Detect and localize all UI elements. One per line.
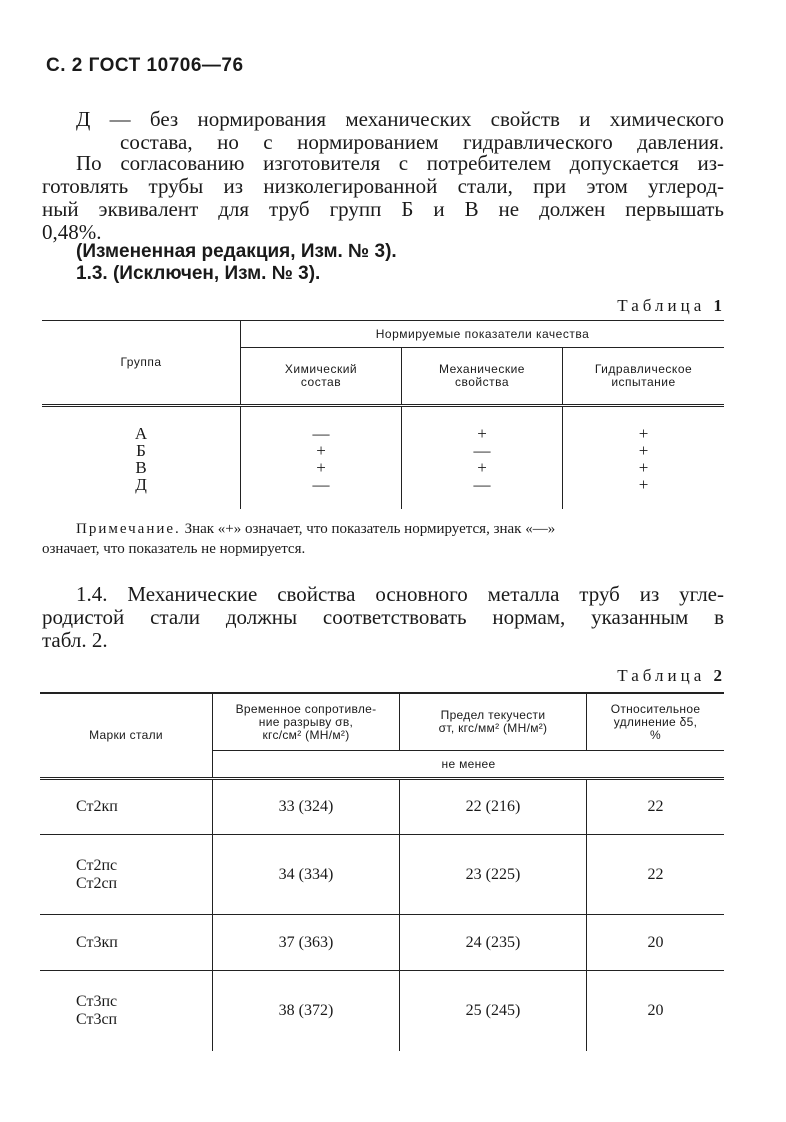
p14-line2: родистой стали должны соответствовать нормам, указанным в [42,605,724,629]
col-header-mech [402,348,563,406]
table2-caption-number: 2 [713,666,722,685]
item-1-3-text: 1.3. (Исключен, Изм. № 3). [76,263,321,284]
steel-cell [40,779,213,835]
col-header-quality: Нормируемые показатели качества [241,321,725,348]
chem-cell: + [241,459,402,476]
col-header-tensile [213,693,400,751]
item-d [76,108,724,154]
group-cell: В [135,458,147,477]
table-row [42,406,724,443]
steel-name: Ст3сп [76,1010,118,1028]
chem-cell: + [241,442,402,459]
table1-caption-word: Таблица [617,296,706,315]
steel-name: Ст3пс [76,992,118,1010]
item-1-3 [76,262,320,285]
table-row [40,779,724,835]
yield-cell: 24 (235) [400,915,587,971]
note-label: Примечание. [76,521,181,537]
table-row [40,915,724,971]
table-row [42,442,724,459]
yield-cell: 25 (245) [400,971,587,1051]
elong-cell: 20 [587,971,725,1051]
subheader-min: не менее [213,751,725,779]
elong-cell: 22 [587,779,725,835]
steel-name: Ст2кп [76,798,118,815]
elong-cell: 22 [587,835,725,915]
p14-line1: 1.4. Механические свойства основного металла труб из угле- [76,582,724,606]
yield-cell: 23 (225) [400,835,587,915]
col-header-hydro [563,348,725,406]
col-header-elong-1: Относительное [610,701,701,716]
tensile-cell: 33 (324) [213,779,400,835]
p1-line4: 0,48%. [42,220,102,244]
col-header-chem-1: Химический [284,362,358,376]
tensile-cell: 34 (334) [213,835,400,915]
table-row [42,476,724,509]
table1-caption-number: 1 [713,296,722,315]
note-line2: означает, что показатель не нормируется. [42,541,306,557]
col-header-hydro-2: испытание [611,375,676,389]
steel-cell [40,971,213,1051]
group-cell: Б [136,441,146,460]
mech-cell: — [402,476,563,509]
table1-note [42,519,724,559]
hydro-cell: + [563,442,725,459]
table1-caption [617,296,722,316]
steel-name: Ст2сп [76,874,118,892]
col-header-steel: Марки стали [40,693,213,779]
col-header-yield [400,693,587,751]
col-header-elong-3: % [650,727,661,742]
p1-line1: По согласованию изготовителя с потребителем допускается из- [76,151,724,175]
table-row [40,835,724,915]
item-d-line2: состава, но с нормированием гидравлического давления. [120,130,724,154]
col-header-elong-2: удлинение δ5, [613,714,698,729]
steel-name: Ст3кп [76,933,118,951]
table-quality-groups [42,320,724,509]
tensile-cell: 38 (372) [213,971,400,1051]
col-header-mech-1: Механические [439,362,525,376]
steel-cell [40,915,213,971]
yield-cell: 22 (216) [400,779,587,835]
steel-name: Ст2пс [76,856,118,874]
table2-caption-word: Таблица [617,666,706,685]
col-header-elong [587,693,725,751]
chem-cell: — [241,476,402,509]
col-header-chem [241,348,402,406]
chem-cell: — [241,406,402,443]
table2-caption [617,666,722,686]
note-line1-text: Знак «+» означает, что показатель нормируется, знак «—» [180,521,556,537]
col-header-yield-2: σт, кгс/мм² (МН/м²) [438,721,548,735]
p1-line3: ный эквивалент для труб групп Б и В не должен первышать [42,197,724,221]
elong-cell: 20 [587,915,725,971]
table-row [40,971,724,1051]
note-line1 [42,519,724,539]
steel-cell [40,835,213,915]
col-header-tensile-3: кгс/см² (МН/м²) [262,727,350,742]
col-header-group: Группа [42,321,241,406]
col-header-tensile-2: ние разрыву σв, [258,714,354,729]
p1-line2: готовлять трубы из низколегированной стали, при этом углерод- [42,174,724,198]
edition-note: (Измененная редакция, Изм. № 3). [76,241,397,262]
mech-cell: + [402,459,563,476]
page-header: С. 2 ГОСТ 10706—76 [46,55,244,76]
p14-line3: табл. 2. [42,628,108,652]
hydro-cell: + [563,476,725,509]
col-header-yield-1: Предел текучести [440,708,546,722]
tensile-cell: 37 (363) [213,915,400,971]
mech-cell: — [402,442,563,459]
col-header-hydro-1: Гидравлическое [594,362,693,376]
col-header-chem-2: состав [300,375,342,389]
paragraph-1-4 [42,583,724,652]
hydro-cell: + [563,406,725,443]
mech-cell: + [402,406,563,443]
group-cell: Д [135,475,147,494]
col-header-mech-2: свойства [454,375,510,389]
table-mechanical-properties [40,692,724,1051]
hydro-cell: + [563,459,725,476]
group-cell: А [134,424,148,443]
item-d-line1: Д — без нормирования механических свойств и химического [76,107,724,131]
col-header-tensile-1: Временное сопротивле- [235,701,377,716]
paragraph-low-alloy [42,152,724,244]
table-row [42,459,724,476]
